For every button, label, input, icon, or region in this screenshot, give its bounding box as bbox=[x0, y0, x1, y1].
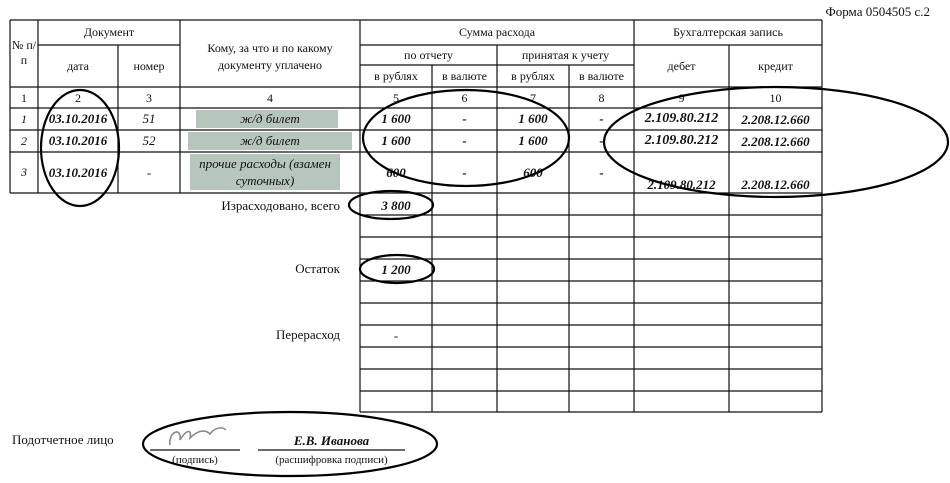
row2-cur: - bbox=[462, 133, 467, 148]
header-rub-1: в рублях bbox=[374, 69, 418, 83]
header-date: дата bbox=[67, 59, 89, 73]
header-purpose: Кому, за что и по какому документу уплачено bbox=[207, 41, 333, 72]
signer-name: Е.В. Иванова bbox=[293, 433, 370, 448]
row1-date: 03.10.2016 bbox=[48, 111, 108, 126]
row1-cur: - bbox=[462, 111, 467, 126]
sign-caption: (подпись) bbox=[172, 454, 218, 466]
row2-n: 2 bbox=[21, 134, 27, 148]
header-accounting: Бухгалтерская запись bbox=[673, 25, 783, 39]
header-cur-1: в валюте bbox=[442, 69, 487, 83]
row3-purpose: прочие расходы (взамен суточных) bbox=[199, 156, 331, 188]
row1-n: 1 bbox=[21, 112, 27, 126]
row1-acc-cur: - bbox=[599, 111, 604, 126]
remainder-value: 1 200 bbox=[381, 262, 411, 277]
colnum-4: 4 bbox=[267, 91, 273, 105]
form-label: Форма 0504505 с.2 bbox=[825, 4, 930, 19]
colnum-8: 8 bbox=[598, 91, 605, 105]
overspend-value: - bbox=[393, 328, 399, 343]
row2-credit: 2.208.12.660 bbox=[741, 134, 810, 149]
row1-rub: 1 600 bbox=[381, 111, 411, 126]
accountable-person-label: Подотчетное лицо bbox=[12, 432, 114, 447]
colnum-9: 9 bbox=[678, 91, 685, 105]
header-cur-2: в валюте bbox=[579, 69, 624, 83]
header-accepted: принятая к учету bbox=[521, 48, 610, 62]
row1-purpose: ж/д билет bbox=[240, 111, 300, 126]
row2-rub: 1 600 bbox=[381, 133, 411, 148]
row3-credit: 2.208.12.660 bbox=[741, 177, 810, 192]
colnum-6: 6 bbox=[461, 91, 468, 105]
row3-n: 3 bbox=[21, 165, 27, 179]
spent-value: 3 800 bbox=[381, 198, 411, 213]
row2-debit: 2.109.80.212 bbox=[644, 133, 719, 148]
header-rub-2: в рублях bbox=[511, 69, 555, 83]
row1-debit: 2.109.80.212 bbox=[644, 111, 719, 126]
header-credit: кредит bbox=[758, 59, 793, 73]
row1-num: 51 bbox=[142, 111, 156, 126]
colnum-5: 5 bbox=[393, 91, 399, 105]
row3-debit: 2.109.80.212 bbox=[647, 177, 716, 192]
row3-acc-rub: 600 bbox=[523, 165, 543, 180]
row3-rub: 600 bbox=[386, 165, 406, 180]
row3-acc-cur: - bbox=[599, 165, 604, 180]
colnum-2: 2 bbox=[75, 91, 81, 105]
row2-date: 03.10.2016 bbox=[48, 133, 108, 148]
colnum-10: 10 bbox=[769, 91, 782, 105]
header-expense-sum: Сумма расхода bbox=[458, 25, 536, 39]
row2-acc-rub: 1 600 bbox=[518, 133, 548, 148]
spent-label: Израсходовано, всего bbox=[221, 198, 340, 213]
row1-credit: 2.208.12.660 bbox=[741, 112, 810, 127]
row1-acc-rub: 1 600 bbox=[518, 111, 548, 126]
colnum-3: 3 bbox=[146, 91, 152, 105]
header-num: № п/п bbox=[11, 38, 37, 67]
header-debit: дебет bbox=[667, 59, 696, 73]
header-document: Документ bbox=[83, 25, 135, 39]
row2-num: 52 bbox=[142, 133, 156, 148]
row2-acc-cur: - bbox=[599, 133, 604, 148]
header-by-report: по отчету bbox=[404, 48, 453, 62]
row2-purpose: ж/д билет bbox=[240, 133, 300, 148]
row3-num: - bbox=[146, 165, 152, 180]
colnum-1: 1 bbox=[21, 91, 27, 105]
header-number: номер bbox=[133, 59, 165, 73]
overspend-label: Перерасход bbox=[275, 327, 340, 342]
decode-caption: (расшифровка подписи) bbox=[275, 454, 388, 466]
colnum-7: 7 bbox=[530, 91, 536, 105]
row3-date: 03.10.2016 bbox=[48, 165, 108, 180]
row3-cur: - bbox=[462, 165, 467, 180]
remainder-label: Остаток bbox=[295, 261, 340, 276]
